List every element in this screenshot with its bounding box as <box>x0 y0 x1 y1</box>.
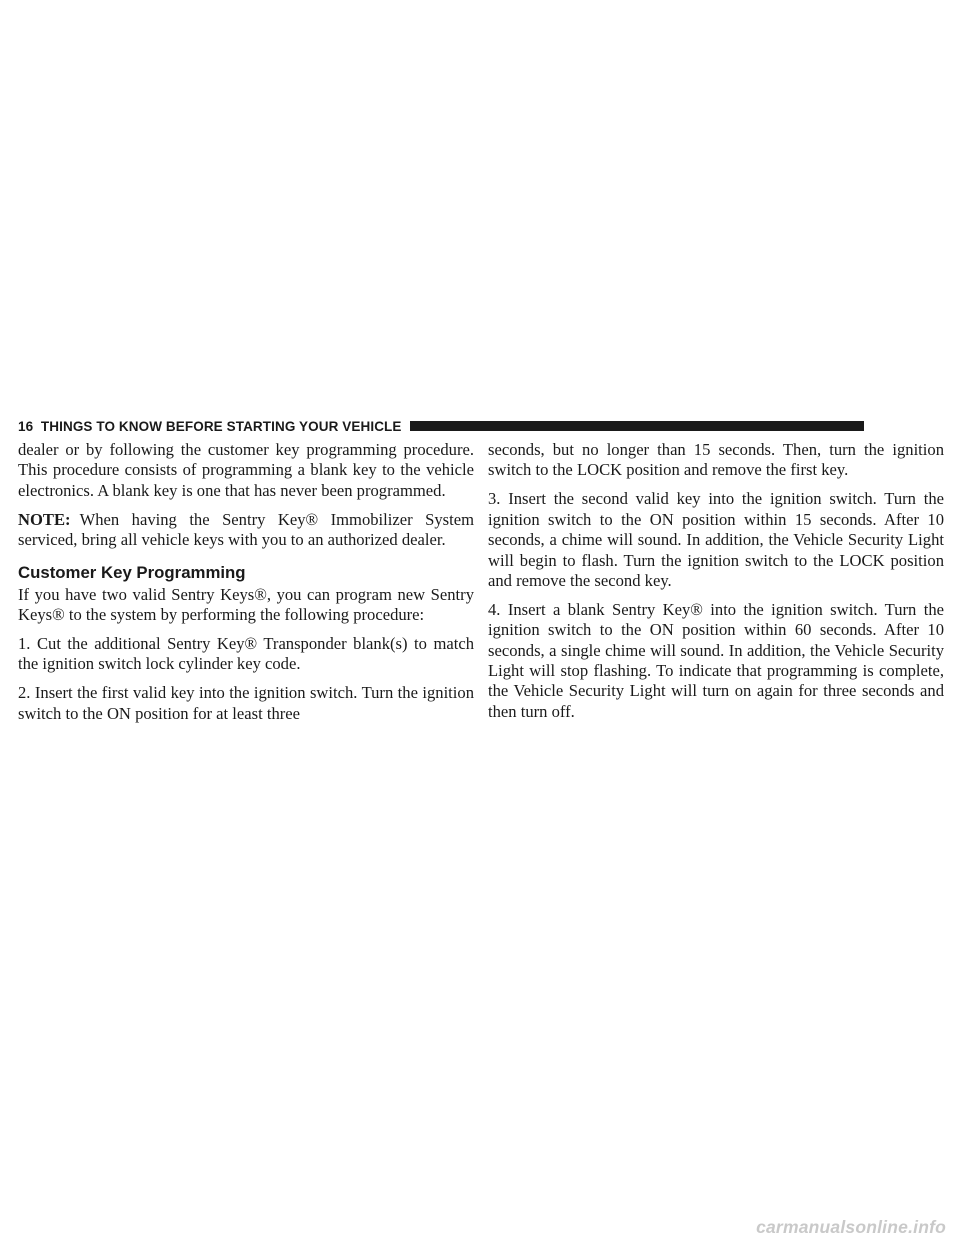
site-watermark: carmanualsonline.info <box>756 1217 946 1237</box>
section-title: Customer Key Programming <box>18 562 246 582</box>
step-2-paragraph-end: seconds, but no longer than 15 seconds. Then, turn the ignition switch to the LOCK position and remove the first key. <box>488 440 944 480</box>
step-3-paragraph: 3. Insert the second valid key into the ignition switch. Turn the ignition switch to the ON position within 15 seconds. After 10 seconds, a chime will sound. In addition, the Vehicle Security Light will begin to flash. Turn the ignition switch to the LOCK position and remove the second key. <box>488 489 944 590</box>
intro-paragraph: dealer or by following the customer key programming procedure. This procedure consists of programming a blank key to the vehicle electronics. A blank key is one that has never been programmed. <box>18 440 474 500</box>
page-header <box>18 417 864 435</box>
step-2-paragraph-start: 2. Insert the first valid key into the ignition switch. Turn the ignition switch to the ON position for at least three <box>18 683 474 723</box>
note-paragraph <box>18 510 474 551</box>
header-rule <box>410 421 865 431</box>
chapter-title: THINGS TO KNOW BEFORE STARTING YOUR VEHICLE <box>40 418 402 434</box>
right-column <box>488 440 944 731</box>
note-label: NOTE: <box>18 509 71 529</box>
step-1-paragraph: 1. Cut the additional Sentry Key® Transponder blank(s) to match the ignition switch lock cylinder key code. <box>18 633 474 674</box>
left-column <box>18 440 474 732</box>
step-4-paragraph: 4. Insert a blank Sentry Key® into the ignition switch. Turn the ignition switch to the ON position within 60 seconds. After 10 seconds, a single chime will sound. In addition, the Vehicle Security Light will stop flashing. To indicate that programming is complete, the Vehicle Security Light will turn on again for three seconds and then turn off. <box>488 599 944 721</box>
page-header-text <box>18 419 402 434</box>
note-text: When having the Sentry Key® Immobilizer System serviced, bring all vehicle keys with you to an authorized dealer. <box>18 509 474 550</box>
section-intro-paragraph: If you have two valid Sentry Keys®, you can program new Sentry Keys® to the system by performing the following procedure: <box>18 584 474 624</box>
page-number: 16 <box>18 418 34 434</box>
